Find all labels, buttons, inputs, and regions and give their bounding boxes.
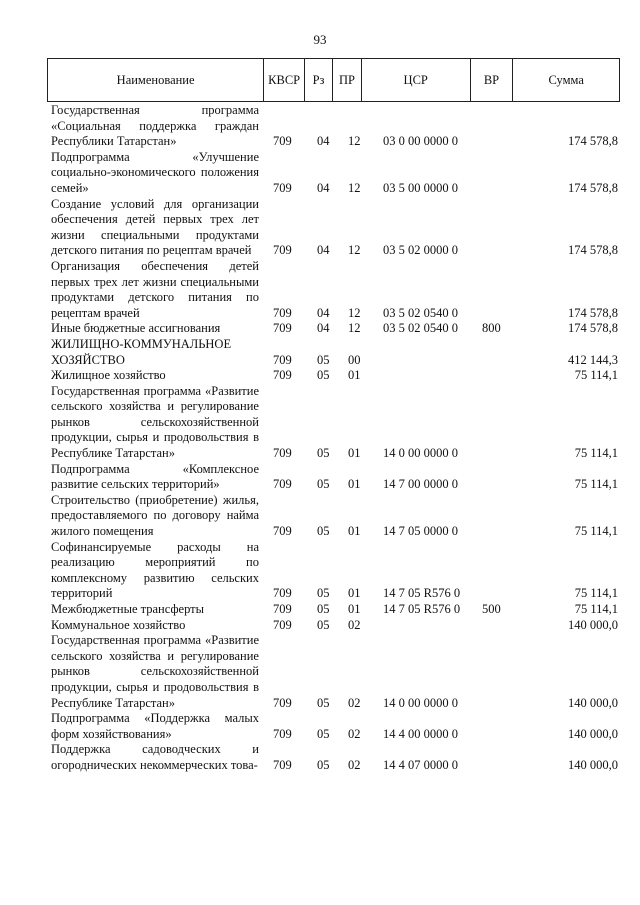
row-csr: 14 0 00 0000 0 — [383, 446, 458, 461]
row-name: Софинансируемые расходы на реализацию мероприятий по комплексному развитию сельских территорий — [51, 539, 259, 601]
table-row — [51, 368, 620, 384]
header-vr: ВР — [471, 59, 514, 101]
row-pr: 02 — [348, 695, 361, 710]
row-rz: 04 — [317, 134, 330, 149]
row-sum: 174 578,8 — [568, 180, 618, 195]
table-row — [51, 618, 620, 634]
row-kvsr: 709 — [273, 352, 292, 367]
row-pr: 12 — [348, 243, 361, 258]
row-rz: 05 — [317, 446, 330, 461]
row-kvsr: 709 — [273, 446, 292, 461]
table-row — [51, 493, 620, 540]
row-rz: 04 — [317, 305, 330, 320]
row-pr: 01 — [348, 446, 361, 461]
table-row — [51, 321, 620, 337]
row-sum: 140 000,0 — [568, 617, 618, 632]
row-kvsr: 709 — [273, 305, 292, 320]
row-sum: 174 578,8 — [568, 243, 618, 258]
row-kvsr: 709 — [273, 695, 292, 710]
table-row — [51, 103, 620, 150]
row-sum: 75 114,1 — [574, 586, 618, 601]
row-rz: 05 — [317, 726, 330, 741]
row-csr: 03 5 00 0000 0 — [383, 180, 458, 195]
row-kvsr: 709 — [273, 586, 292, 601]
row-kvsr: 709 — [273, 243, 292, 258]
row-csr: 14 0 00 0000 0 — [383, 695, 458, 710]
row-csr: 14 7 05 R576 0 — [383, 586, 461, 601]
table-row — [51, 259, 620, 321]
table-row — [51, 711, 620, 742]
row-name: ЖИЛИЩНО-КОММУНАЛЬНОЕ ХОЗЯЙСТВО — [51, 336, 232, 367]
row-name: Подпрограмма «Улучшение социально-экономического положения семей» — [51, 149, 259, 195]
table-row — [51, 150, 620, 197]
row-pr: 02 — [348, 617, 361, 632]
row-rz: 05 — [317, 477, 330, 492]
row-name: Государственная программа «Развитие сельского хозяйства и регулирование рынков сельскохозяйственной продукции, сырья и продовольствия в Республике Татарстан» — [51, 383, 259, 461]
row-sum: 75 114,1 — [574, 368, 618, 383]
page-number: 93 — [313, 32, 327, 47]
row-name: Коммунальное хозяйство — [51, 617, 186, 632]
row-rz: 04 — [317, 243, 330, 258]
row-rz: 04 — [317, 321, 330, 336]
row-rz: 04 — [317, 180, 330, 195]
row-name: Подпрограмма «Комплексное развитие сельских территорий» — [51, 461, 259, 492]
row-sum: 174 578,8 — [568, 321, 618, 336]
row-pr: 02 — [348, 757, 361, 772]
row-sum: 75 114,1 — [574, 524, 618, 539]
row-kvsr: 709 — [273, 602, 292, 616]
row-pr: 00 — [348, 352, 361, 367]
row-kvsr: 709 — [273, 321, 292, 336]
row-rz: 05 — [317, 602, 330, 616]
row-csr: 14 7 05 0000 0 — [383, 524, 458, 539]
row-csr: 03 5 02 0540 0 — [383, 305, 458, 320]
table-row — [51, 633, 620, 711]
row-sum: 140 000,0 — [568, 757, 618, 772]
row-sum: 140 000,0 — [568, 726, 618, 741]
row-name: Организация обеспечения детей первых трех лет жизни специальными продуктами детского питания по рецептам врачей — [51, 258, 259, 320]
row-pr: 12 — [348, 321, 361, 336]
row-rz: 05 — [317, 368, 330, 383]
row-pr: 01 — [348, 602, 361, 616]
table-row — [51, 462, 620, 493]
row-kvsr: 709 — [273, 368, 292, 383]
row-pr: 01 — [348, 586, 361, 601]
header-sum: Сумма — [548, 72, 584, 87]
row-vr: 500 — [482, 602, 501, 616]
row-csr: 03 0 00 0000 0 — [383, 134, 458, 149]
header-csr: ЦСР — [362, 59, 471, 101]
table-body — [51, 103, 620, 774]
table-row — [51, 602, 620, 618]
row-sum: 140 000,0 — [568, 695, 618, 710]
row-rz: 05 — [317, 586, 330, 601]
row-rz: 05 — [317, 524, 330, 539]
row-kvsr: 709 — [273, 477, 292, 492]
row-sum: 174 578,8 — [568, 305, 618, 320]
header-pr: ПР — [333, 59, 362, 101]
table-header — [47, 58, 620, 102]
row-pr: 12 — [348, 134, 361, 149]
row-sum: 174 578,8 — [568, 134, 618, 149]
table-row — [51, 742, 620, 773]
row-rz: 05 — [317, 695, 330, 710]
row-csr: 03 5 02 0000 0 — [383, 243, 458, 258]
row-kvsr: 709 — [273, 617, 292, 632]
row-pr: 12 — [348, 180, 361, 195]
row-sum: 75 114,1 — [574, 602, 618, 616]
row-sum: 75 114,1 — [574, 446, 618, 461]
row-pr: 01 — [348, 524, 361, 539]
row-vr: 800 — [482, 321, 501, 336]
row-kvsr: 709 — [273, 524, 292, 539]
row-kvsr: 709 — [273, 134, 292, 149]
table-row — [51, 337, 620, 368]
row-name: Подпрограмма «Поддержка малых форм хозяйствования» — [51, 711, 259, 741]
row-sum: 75 114,1 — [574, 477, 618, 492]
row-name: Жилищное хозяйство — [51, 368, 166, 383]
row-kvsr: 709 — [273, 726, 292, 741]
row-csr: 14 4 07 0000 0 — [383, 757, 458, 772]
row-csr: 14 7 00 0000 0 — [383, 477, 458, 492]
table-row — [51, 384, 620, 462]
table-row — [51, 540, 620, 602]
row-name: Иные бюджетные ассигнования — [51, 321, 221, 336]
row-name: Государственная программа «Развитие сельского хозяйства и регулирование рынков сельскохозяйственной продукции, сырья и продовольствия в Республике Татарстан» — [51, 633, 259, 710]
row-pr: 01 — [348, 477, 361, 492]
row-csr: 03 5 02 0540 0 — [383, 321, 458, 336]
row-csr: 14 7 05 R576 0 — [383, 602, 461, 616]
row-csr: 14 4 00 0000 0 — [383, 726, 458, 741]
header-rz: Рз — [305, 59, 333, 101]
row-sum: 412 144,3 — [568, 352, 618, 367]
row-pr: 01 — [348, 368, 361, 383]
row-kvsr: 709 — [273, 757, 292, 772]
row-rz: 05 — [317, 352, 330, 367]
row-name: Государственная программа «Социальная поддержка граждан Республики Татарстан» — [51, 103, 259, 149]
row-name: Создание условий для организации обеспечения детей первых трех лет жизни специальными продуктами детского питания по рецептам врачей — [51, 196, 259, 258]
row-rz: 05 — [317, 617, 330, 632]
row-name: Межбюджетные трансферты — [51, 602, 205, 616]
row-rz: 05 — [317, 757, 330, 772]
header-kvsr: КВСР — [264, 59, 305, 101]
row-pr: 12 — [348, 305, 361, 320]
header-name: Наименование — [48, 59, 264, 101]
row-pr: 02 — [348, 726, 361, 741]
row-name: Поддержка садоводческих и огороднических некоммерческих това- — [51, 742, 259, 772]
row-kvsr: 709 — [273, 180, 292, 195]
table-row — [51, 197, 620, 259]
row-name: Строительство (приобретение) жилья, предоставляемого по договору найма жилого помещения — [51, 492, 259, 539]
